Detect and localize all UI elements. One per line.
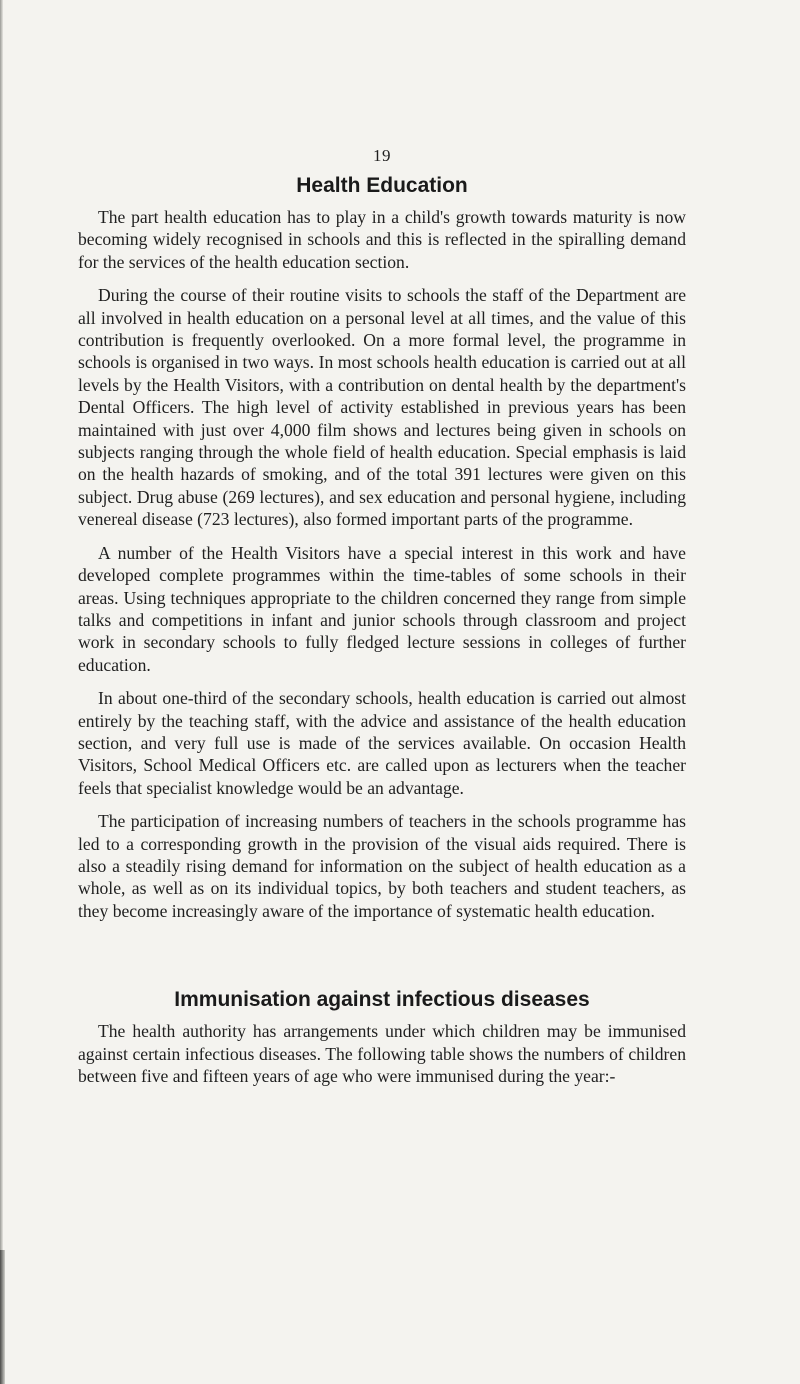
immunisation-section <box>78 988 686 1087</box>
health-education-paragraph-1: The part health education has to play in a child's growth towards maturity is now becoming widely recognised in schools and this is reflected in the spiralling demand for the services of the health education section. <box>78 207 686 272</box>
page-binding-shadow <box>0 1250 5 1384</box>
health-education-paragraph-3: A number of the Health Visitors have a special interest in this work and have developed complete programmes within the time-tables of some schools in their areas. Using techniques appropriate to the children concerned they range from simple talks and competitions in infant and junior schools through classroom and project work in secondary schools to fully fledged lecture sessions in colleges of further education. <box>78 542 686 675</box>
document-page <box>78 146 686 1098</box>
page-number: 19 <box>373 146 391 165</box>
health-education-paragraph-2: During the course of their routine visits to schools the staff of the Department are all involved in health education on a personal level at all times, and the value of this contribution is frequently overlooked. On a more formal level, the programme in schools is organised in two ways. In most schools health education is carried out at all levels by the Health Visitors, with a contribution on dental health by the department's Dental Officers. The high level of activity established in previous years has been maintained with just over 4,000 film shows and lectures being given in schools on subjects ranging through the whole field of health education. Special emphasis is laid on the health hazards of smoking, and of the total 391 lectures were given on this subject. Drug abuse (269 lectures), and sex education and personal hygiene, including venereal disease (723 lectures), also formed important parts of the programme. <box>78 285 686 530</box>
immunisation-heading: Immunisation against infectious diseases <box>174 988 590 1012</box>
health-education-heading: Health Education <box>296 174 468 197</box>
health-education-section <box>78 174 686 922</box>
immunisation-paragraph-1: The health authority has arrangements under which children may be immunised against certain infectious diseases. The following table shows the numbers of children between five and fifteen years of age who were immunised during the year:- <box>78 1021 686 1086</box>
page-left-edge <box>0 0 3 1384</box>
health-education-paragraph-4: In about one-third of the secondary schools, health education is carried out almost entirely by the teaching staff, with the advice and assistance of the health education section, and very full use is made of the services available. On occasion Health Visitors, School Medical Officers etc. are called upon as lecturers when the teacher feels that specialist knowledge would be an advantage. <box>78 688 686 798</box>
health-education-paragraph-5: The participation of increasing numbers of teachers in the schools programme has led to a corresponding growth in the provision of the visual aids required. There is also a steadily rising demand for information on the subject of health education as a whole, as well as on its individual topics, by both teachers and student teachers, as they become increasingly aware of the importance of systematic health education. <box>78 811 686 921</box>
